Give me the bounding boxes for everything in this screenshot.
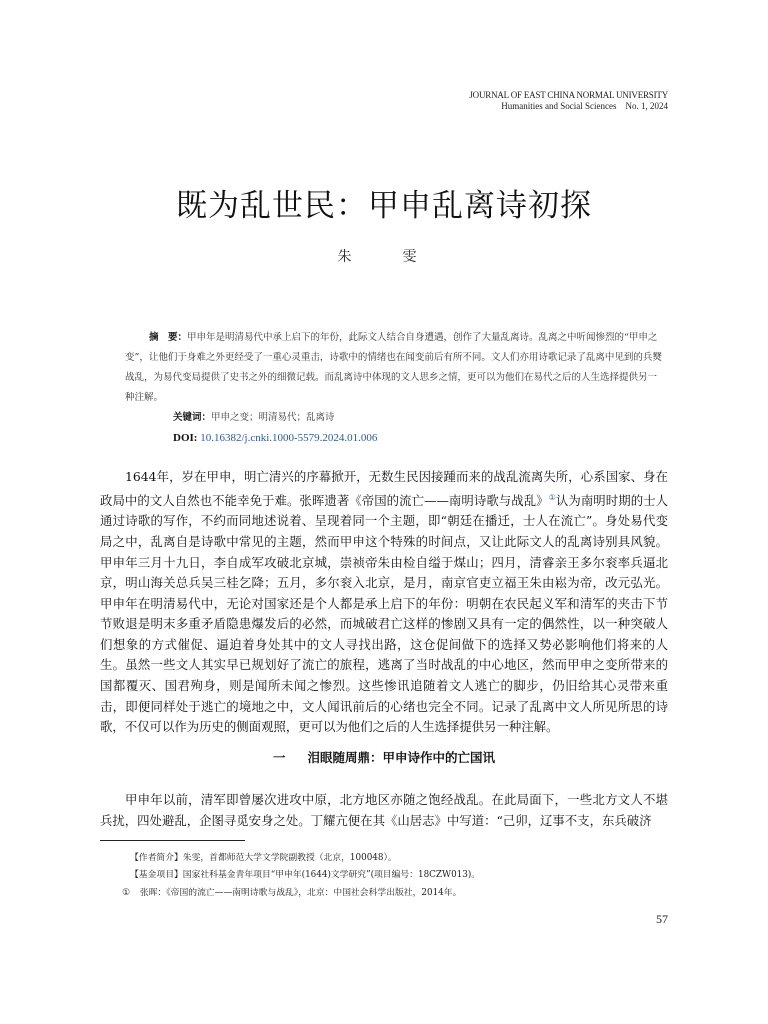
journal-name: JOURNAL OF EAST CHINA NORMAL UNIVERSITY xyxy=(469,90,668,100)
body-text-p2: 甲申年以前，清军即曾屡次进攻中原，北方地区亦随之饱经战乱。在此局面下，一些北方文人不堪兵扰，四处避乱，企图寻觅安身之处。丁耀亢便在其《山居志》中写道：“己卯，辽事不支，东兵破济 xyxy=(100,792,668,828)
article-author: 朱 雯 xyxy=(337,249,431,265)
journal-series: Humanities and Social Sciences No. 1, 2024 xyxy=(501,101,668,111)
reference-text: 张晖：《帝国的流亡——南明诗歌与战乱》，北京：中国社会科学出版社，2014年。 xyxy=(139,888,462,898)
body-text-part1: 1644年，岁在甲申，明亡清兴的序幕掀开，无数生民因接踵而来的战乱流离失所，心系国家、身在政局中的文人自然也不能幸免于难。张晖遗著《帝国的流亡——南明诗歌与战乱》 xyxy=(100,469,668,508)
keywords-line xyxy=(125,408,665,428)
page-number: 57 xyxy=(656,912,668,926)
fund-info: 【基金项目】国家社科基金青年项目“甲申年(1644)文学研究”(项目编号：18CZW013)。 xyxy=(130,869,481,880)
footnote-ref[interactable]: ① xyxy=(548,492,556,502)
abstract-text: 甲申年是明清易代中承上启下的年份，此际文人结合自身遭遇，创作了大量乱离诗。乱离之中听闻惨烈的“甲申之变”，让他们于身难之外更经受了一重心灵重击，诗歌中的情绪也在闻变前后有所不同。文人们亦用诗歌记录了乱离中见到的兵燹战乱，为易代变局提供了史书之外的细微记载。而乱离诗中体现的文人思乡之情，更可以为他们在易代之后的人生选择提供另一种注解。 xyxy=(125,332,662,403)
reference-footnote xyxy=(122,885,670,902)
section-title: 泪眼随周鼎：甲申诗作中的亡国讯 xyxy=(307,750,496,765)
body-text-part2: 认为南明时期的士人通过诗歌的写作，不约而同地述说着、呈现着同一个主题，即“朝廷在播迁，士人在流亡”。身处易代变局之中，乱离自是诗歌中常见的主题，然而甲申这个特殊的时间点，又让此际文人的乱离诗别具风貌。甲申年三月十九日，李自成军攻破北京城，崇祯帝朱由检自缢于煤山；四月，清睿亲王多尔衮率兵逼北京，明山海关总兵吴三桂乞降；五月，多尔衮入北京，是月，南京官吏立福王朱由崧为帝，改元弘光。甲申年在明清易代中，无论对国家还是个人都是承上启下的年份：明朝在农民起义军和清军的夹击下节节败退是明末多重矛盾隐患爆发后的必然，而城破君亡这样的惨剧又具有一定的偶然性，以一种突破人们想象的方式催促、逼迫着身处其中的文人寻找出路，这仓促间做下的选择又势必影响他们将来的人生。虽然一些文人其实早已规划好了流亡的旅程，逃离了当时战乱的中心地区，然而甲申之变所带来的国都覆灭、国君殉身，则是闻所未闻之惨烈。这些惨讯追随着文人逃亡的脚步，仍旧给其心灵带来重击，即便同样处于逃亡的境地之中，文人闻讯前后的心绪也完全不同。记录了乱离中文人所见所思的诗歌，不仅可以作为历史的侧面观照，更可以为他们之后的人生选择提供另一种注解。 xyxy=(100,492,669,735)
body-paragraph-1 xyxy=(100,467,668,738)
body-paragraph-2 xyxy=(100,790,668,831)
author-info: 【作者简介】朱雯，首都师范大学文学院副教授（北京，100048）。 xyxy=(130,853,397,863)
reference-mark: ① xyxy=(122,888,130,898)
abstract-paragraph xyxy=(125,328,665,408)
doi-label: DOI: xyxy=(173,432,201,444)
doi-line xyxy=(125,428,665,449)
section-heading xyxy=(0,748,768,766)
section-number: 一 xyxy=(272,750,286,765)
abstract-block xyxy=(125,328,665,449)
journal-header xyxy=(469,90,668,112)
footnotes xyxy=(122,850,670,902)
abstract-label: 摘 要： xyxy=(149,332,188,343)
keywords-text: 甲申之变；明清易代；乱离诗 xyxy=(211,412,335,423)
footnote-divider xyxy=(100,840,245,841)
keywords-label: 关键词： xyxy=(173,412,212,423)
article-title: 既为乱世民：甲申乱离诗初探 xyxy=(176,188,592,224)
doi-link[interactable]: 10.16382/j.cnki.1000-5579.2024.01.006 xyxy=(200,432,378,444)
